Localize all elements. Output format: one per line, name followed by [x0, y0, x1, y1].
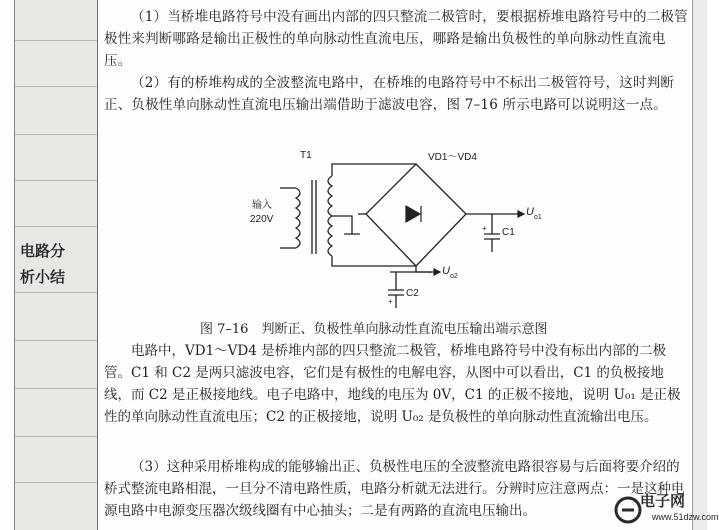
adjacent-page-edge — [692, 0, 707, 530]
circuit-diagram — [240, 142, 560, 317]
body-text — [104, 6, 690, 116]
figure-caption: 图 7–16 判断正、负极性单向脉动性直流电压输出端示意图 — [200, 322, 548, 337]
label-c1-plus: + — [482, 224, 487, 233]
watermark-url: www.51dzw.com — [652, 512, 719, 522]
section-label-line: 电路分 — [20, 242, 66, 260]
paragraph-explanation: 电路中，VD1～VD4 是桥堆内部的四只整流二极管，桥堆电路符号中没有标出内部的二极管。C1 和 C2 是两只滤波电容，它们是有极性的电解电容，从图中可以看出，C1 的负极接地线，而 C2 是正极接地线。电子电路中，地线的电压为 0V，C1 的正极不接地，说明 U₀₁ 是正极性的单向脉动性直流电压；C2 的正极接地，说明 U₀₂ 是负极性的单向脉动性直流输出电压。 — [104, 343, 681, 425]
paragraph-3: （3）这种采用桥堆构成的能够输出正、负极性电压的全波整流电路很容易与后面将要介绍的桥式整流电路相混，一旦分不清电路性质，电路分析就无法进行。分辨时应注意两点：一是这种电源电路中电源变压器次级线圈有中心抽头；二是有两路的直流电压输出。 — [104, 459, 685, 519]
label-input: 输入 — [252, 200, 272, 211]
sidebar-divider — [15, 226, 97, 227]
label-uo1: U — [526, 206, 534, 218]
watermark-brand: 电子网 — [640, 493, 686, 510]
section-label — [20, 238, 80, 290]
wire-top — [332, 164, 416, 176]
paragraph-1: （1）当桥堆电路符号中没有画出内部的四只整流二极管时，要根据桥堆电路符号中的二极管极性来判断哪路是输出正极性的单向脉动性直流电压，哪路是输出负极性的单向脉动性直流电压。 — [104, 9, 688, 69]
sidebar-divider — [15, 388, 97, 389]
wire-bottom — [332, 256, 416, 266]
sidebar-divider — [15, 86, 97, 87]
capacitor-c1 — [484, 214, 500, 252]
sidebar-divider — [15, 40, 97, 41]
sidebar-divider — [15, 482, 97, 483]
diode-symbol — [406, 206, 421, 222]
paragraph-2: （2）有的桥堆构成的全波整流电路中，在桥堆的电路符号中不标出二极管符号，这时判断正、负极性单向脉动性直流电压输出端借助于滤波电容，图 7–16 所示电路可以说明这一点。 — [104, 75, 675, 113]
sidebar-divider — [15, 436, 97, 437]
label-input-voltage: 220V — [250, 214, 274, 225]
label-uo1-sub: o1 — [534, 214, 542, 221]
arrow-uo2 — [434, 269, 440, 275]
center-tap-ground — [332, 216, 360, 234]
section-label-line: 析小结 — [20, 268, 66, 286]
transformer-core — [312, 180, 316, 254]
primary-coil — [296, 188, 300, 248]
label-c2: C2 — [406, 288, 419, 299]
label-uo2-sub: o2 — [450, 273, 458, 280]
sidebar-divider — [15, 292, 97, 293]
sidebar-divider — [15, 180, 97, 181]
sidebar-divider — [15, 340, 97, 341]
label-c1: C1 — [502, 227, 515, 238]
label-t1: T1 — [300, 150, 312, 161]
secondary-coil — [328, 176, 332, 256]
sidebar-divider — [15, 134, 97, 135]
label-c2-plus: + — [388, 297, 393, 306]
label-uo2: U — [442, 265, 450, 277]
arrow-uo1 — [518, 211, 524, 217]
label-bridge: VD1～VD4 — [428, 152, 477, 163]
